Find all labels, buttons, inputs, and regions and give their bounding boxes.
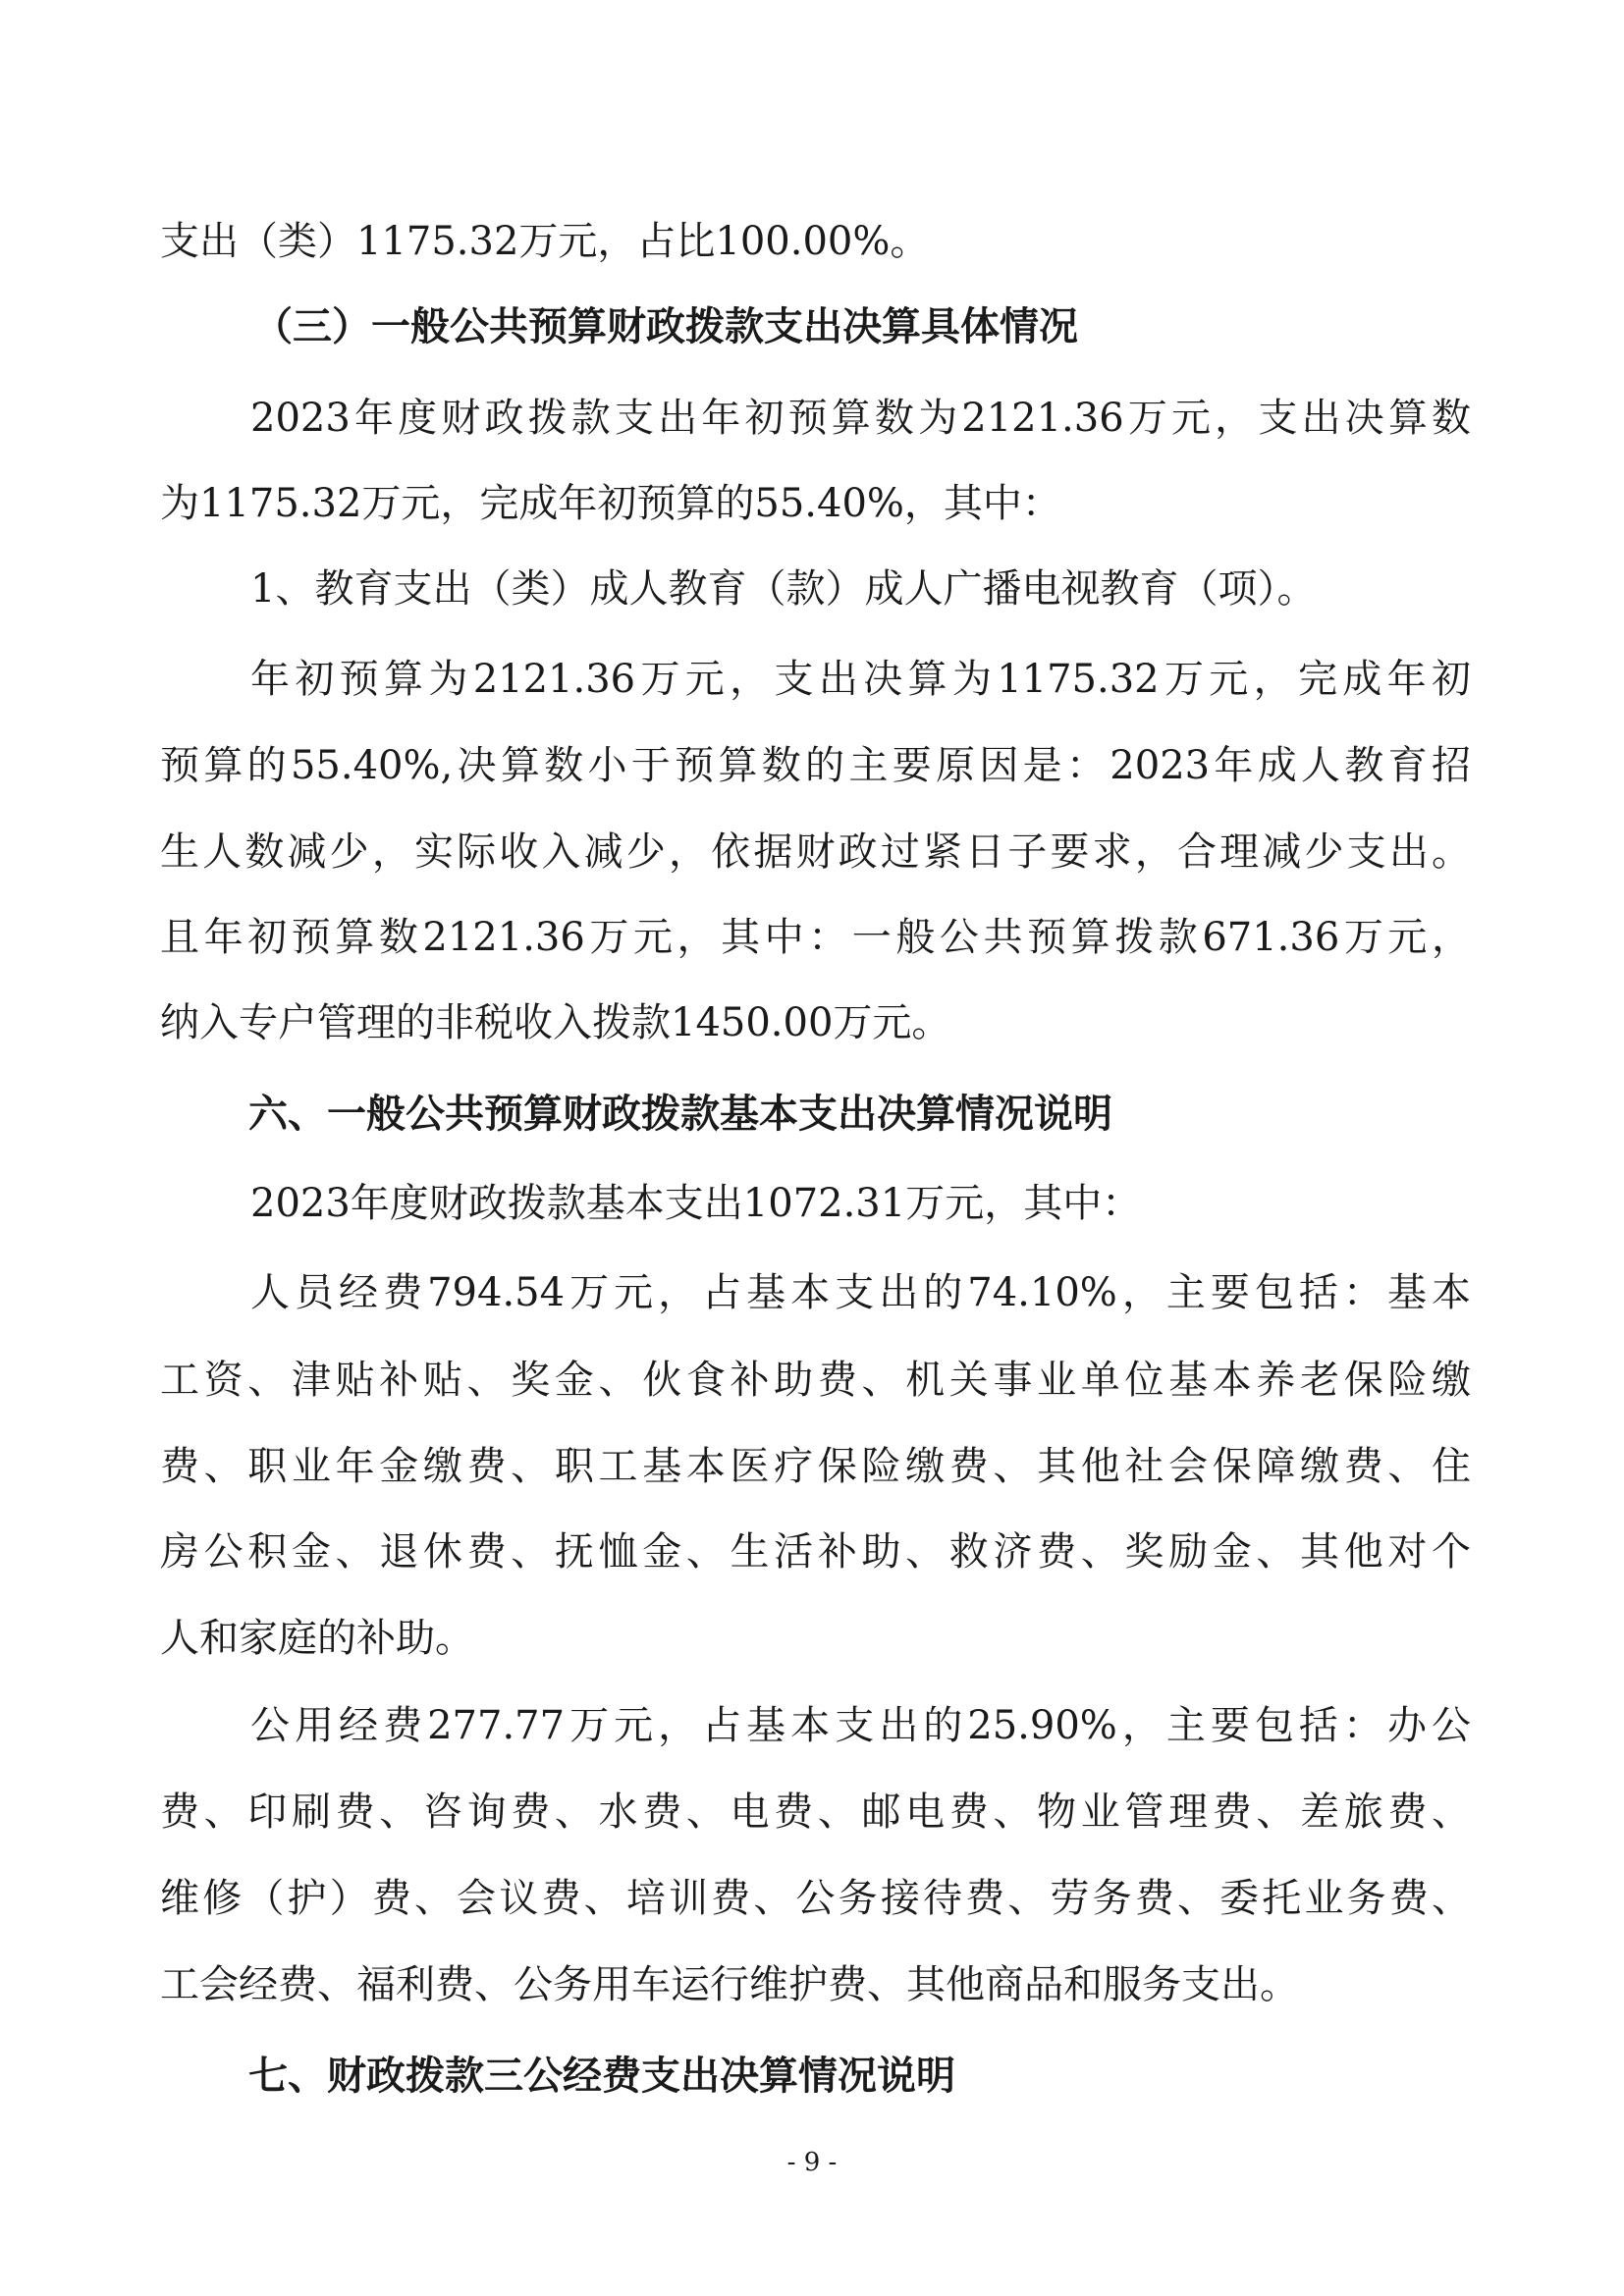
paragraph-line: 2023年度财政拨款支出年初预算数为2121.36万元，支出决算数: [250, 396, 1471, 441]
paragraph-line: 工会经费、福利费、公务用车运行维护费、其他商品和服务支出。: [160, 1962, 1299, 2007]
paragraph-line: 人员经费794.54万元，占基本支出的74.10%，主要包括：基本: [250, 1270, 1471, 1315]
paragraph-line: 维修（护）费、会议费、培训费、公务接待费、劳务费、委托业务费、: [160, 1876, 1471, 1921]
paragraph-line: 且年初预算数2121.36万元，其中：一般公共预算拨款671.36万元，: [160, 915, 1471, 960]
section-heading: 六、一般公共预算财政拨款基本支出决算情况说明: [248, 1092, 1112, 1137]
paragraph-line: 预算的55.40%,决算数小于预算数的主要原因是：2023年成人教育招: [160, 743, 1471, 788]
paragraph-line: 费、职业年金缴费、职工基本医疗保险缴费、其他社会保障缴费、住: [160, 1444, 1471, 1489]
paragraph-line: 支出（类）1175.32万元，占比100.00%。: [160, 219, 930, 264]
section-heading: （三）一般公共预算财政拨款支出决算具体情况: [253, 304, 1078, 349]
paragraph-line: 房公积金、退休费、抚恤金、生活补助、救济费、奖励金、其他对个: [160, 1529, 1471, 1575]
paragraph-line: 人和家庭的补助。: [160, 1616, 474, 1661]
paragraph-line: 生人数减少，实际收入减少，依据财政过紧日子要求，合理减少支出。: [160, 829, 1471, 875]
section-heading: 七、财政拨款三公经费支出决算情况说明: [248, 2054, 955, 2099]
paragraph-line: 公用经费277.77万元，占基本支出的25.90%，主要包括：办公: [250, 1703, 1471, 1748]
paragraph-line: 纳入专户管理的非税收入拨款1450.00万元。: [160, 1000, 951, 1045]
paragraph-line: 工资、津贴补贴、奖金、伙食补助费、机关事业单位基本养老保险缴: [160, 1358, 1471, 1403]
paragraph-line: 年初预算为2121.36万元，支出决算为1175.32万元，完成年初: [250, 657, 1471, 702]
paragraph-line: 2023年度财政拨款基本支出1072.31万元，其中：: [250, 1181, 1142, 1226]
page-number: - 9 -: [786, 2148, 838, 2177]
paragraph-line: 费、印刷费、咨询费、水费、电费、邮电费、物业管理费、差旅费、: [160, 1789, 1471, 1835]
paragraph-line: 为1175.32万元，完成年初预算的55.40%，其中：: [160, 481, 1061, 526]
paragraph-line: 1、教育支出（类）成人教育（款）成人广播电视教育（项）。: [250, 566, 1317, 612]
